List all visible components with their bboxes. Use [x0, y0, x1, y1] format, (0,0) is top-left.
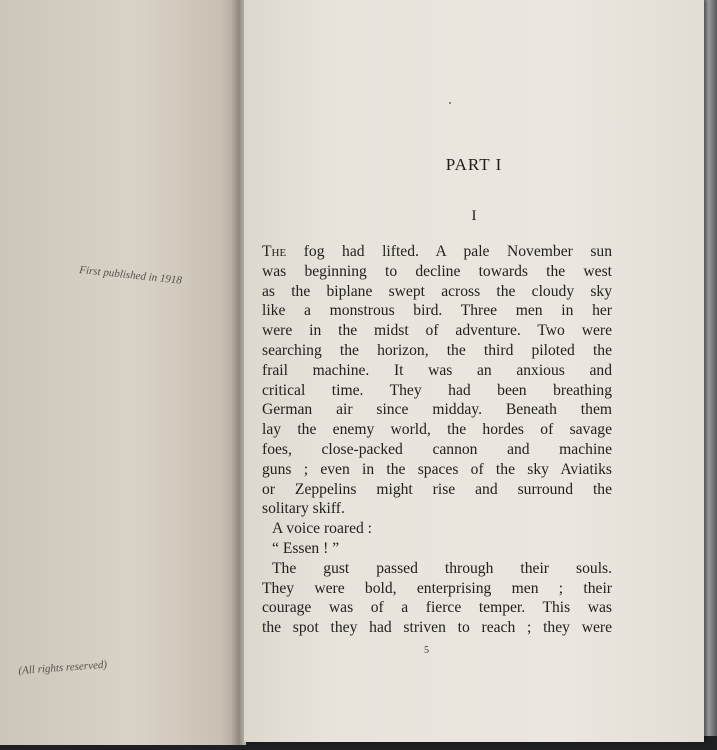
- text-line: like a monstrous bird. Three men in her: [262, 302, 612, 320]
- text-line: frail machine. It was an anxious and: [262, 361, 612, 379]
- text-line: searching the horizon, the third piloted the: [262, 341, 612, 359]
- text-line: were in the midst of adventure. Two were: [262, 322, 612, 340]
- publication-imprint: First published in 1918: [78, 264, 183, 287]
- text-line: The gust passed through their souls.: [272, 559, 612, 577]
- book-edge-right: [703, 0, 717, 750]
- page-number: 5: [424, 645, 429, 656]
- text-line: lay the enemy world, the hordes of savage: [262, 421, 612, 439]
- part-title: PART I: [445, 155, 503, 174]
- text-line: or Zeppelins might rise and surround the: [262, 480, 612, 498]
- text-line: German air since midday. Beneath them: [262, 401, 612, 419]
- left-page: [0, 0, 240, 745]
- text-line: courage was of a fierce temper. This was: [262, 599, 612, 617]
- text-line: critical time. They had been breathing: [262, 381, 612, 399]
- text-line: solitary skiff.: [262, 500, 345, 518]
- paper-speck: [449, 102, 451, 104]
- right-page: [244, 0, 704, 742]
- text-line: [262, 242, 612, 262]
- opening-word: The: [262, 243, 287, 260]
- text-line: the spot they had striven to reach ; they were: [262, 619, 612, 637]
- text-line: “ Essen ! ”: [272, 539, 340, 557]
- text-line: foes, close-packed cannon and machine: [262, 440, 612, 458]
- text-line: guns ; even in the spaces of the sky Aviatiks: [262, 460, 612, 478]
- text-line: A voice roared :: [272, 520, 373, 538]
- body-text: [262, 242, 612, 638]
- rights-notice: (All rights reserved): [18, 658, 108, 677]
- text-line: as the biplane swept across the cloudy sky: [262, 282, 612, 300]
- chapter-number: I: [471, 208, 477, 224]
- text-line-rest: fog had lifted. A pale November sun: [286, 243, 612, 260]
- text-line: They were bold, enterprising men ; their: [262, 579, 612, 597]
- text-line: was beginning to decline towards the west: [262, 262, 612, 280]
